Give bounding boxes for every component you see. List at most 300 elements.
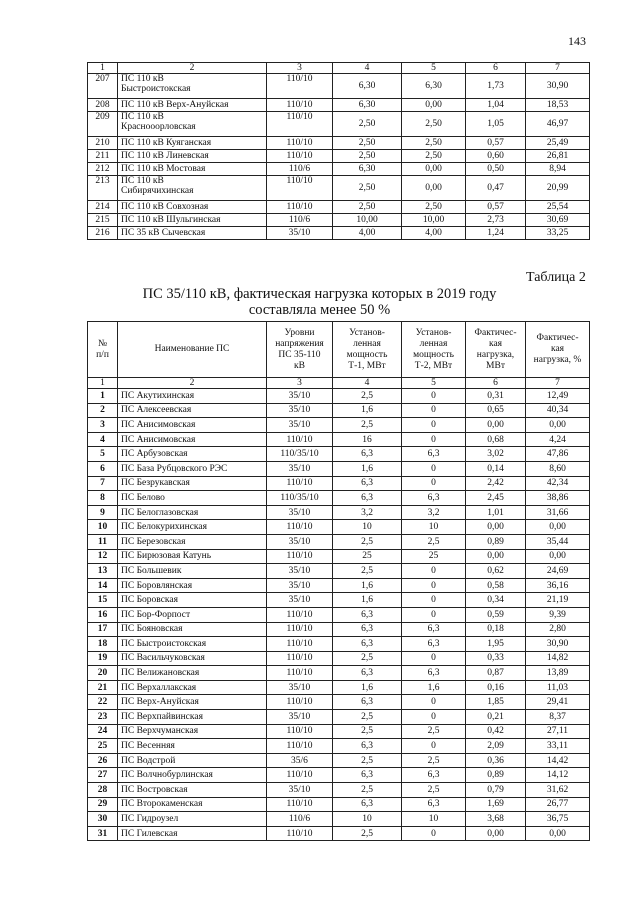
load-percent-cell: 0,00 <box>526 418 590 433</box>
actual-load-cell: 0,79 <box>466 783 526 798</box>
substation-name-cell-line: ПС 35 кВ Сычевская <box>121 228 206 238</box>
t2-capacity-cell: 10 <box>402 812 466 827</box>
t2-capacity-cell: 0 <box>402 564 466 579</box>
row-number-cell: 207 <box>88 74 118 99</box>
row-number-cell: 5 <box>88 447 118 462</box>
load-percent-cell: 8,60 <box>526 461 590 476</box>
load-percent-cell: 18,53 <box>526 99 590 112</box>
row-number-cell: 10 <box>88 520 118 535</box>
load-percent-cell: 36,16 <box>526 578 590 593</box>
t2-capacity-cell: 10,00 <box>402 214 466 227</box>
voltage-cell: 110/6 <box>267 214 333 227</box>
load-percent-cell: 11,03 <box>526 680 590 695</box>
actual-load-cell: 3,02 <box>466 447 526 462</box>
t1-capacity-cell: 6,3 <box>333 447 402 462</box>
voltage-cell: 35/10 <box>267 593 333 608</box>
table-row <box>88 389 590 404</box>
actual-load-cell: 0,59 <box>466 607 526 622</box>
header-voltage <box>267 322 333 378</box>
load-percent-cell: 9,39 <box>526 607 590 622</box>
voltage-cell: 35/10 <box>267 783 333 798</box>
voltage-cell: 35/6 <box>267 753 333 768</box>
row-number-cell: 12 <box>88 549 118 564</box>
actual-load-cell: 0,21 <box>466 710 526 725</box>
t2-capacity-cell: 2,50 <box>402 137 466 150</box>
row-number-cell: 4 <box>88 432 118 447</box>
t2-capacity-cell: 2,50 <box>402 112 466 137</box>
t2-capacity-cell: 1,6 <box>402 680 466 695</box>
substation-name-cell: ПС Березовская <box>118 534 267 549</box>
row-number-cell: 211 <box>88 150 118 163</box>
load-percent-cell: 14,42 <box>526 753 590 768</box>
table-row <box>88 112 590 137</box>
actual-load-cell: 0,60 <box>466 150 526 163</box>
t2-capacity-cell: 6,3 <box>402 447 466 462</box>
voltage-cell: 35/10 <box>267 389 333 404</box>
row-number-cell: 208 <box>88 99 118 112</box>
actual-load-cell: 0,00 <box>466 418 526 433</box>
load-percent-cell: 38,86 <box>526 491 590 506</box>
load-percent-cell: 13,89 <box>526 666 590 681</box>
t2-capacity-cell: 10 <box>402 520 466 535</box>
substation-name-cell: ПС Волчнобурлинская <box>118 768 267 783</box>
header-num-line: п/п <box>96 349 109 360</box>
table-row <box>88 150 590 163</box>
load-percent-cell: 0,00 <box>526 520 590 535</box>
voltage-cell: 110/10 <box>267 607 333 622</box>
substation-name-cell: ПС Анисимовская <box>118 432 267 447</box>
substation-name-cell-line: ПС 110 кВ Линевская <box>121 151 209 161</box>
load-percent-cell: 31,66 <box>526 505 590 520</box>
t1-capacity-cell: 6,3 <box>333 491 402 506</box>
voltage-cell: 110/10 <box>267 176 333 201</box>
column-number-cell: 5 <box>402 63 466 74</box>
substation-name-cell: ПС Белово <box>118 491 267 506</box>
row-number-cell: 212 <box>88 163 118 176</box>
substation-name-cell: ПС Безрукавская <box>118 476 267 491</box>
header-voltage-line: кВ <box>294 360 305 371</box>
substation-name-cell: ПС Бирюзовая Катунь <box>118 549 267 564</box>
voltage-cell: 110/10 <box>267 695 333 710</box>
t1-capacity-cell: 2,5 <box>333 564 402 579</box>
header-t1-line: Установ- <box>349 327 385 338</box>
substation-name-cell: ПС Бор-Форпост <box>118 607 267 622</box>
column-number-cell: 2 <box>118 63 267 74</box>
load-percent-cell: 14,12 <box>526 768 590 783</box>
column-number-cell: 6 <box>466 63 526 74</box>
voltage-cell: 110/10 <box>267 74 333 99</box>
t1-capacity-cell: 1,6 <box>333 461 402 476</box>
load-percent-cell: 33,25 <box>526 227 590 240</box>
load-percent-cell: 36,75 <box>526 812 590 827</box>
substation-name-cell-line: ПС 110 кВ Совхозная <box>121 202 209 212</box>
actual-load-cell: 0,00 <box>466 520 526 535</box>
t1-capacity-cell: 6,3 <box>333 666 402 681</box>
actual-load-cell: 0,87 <box>466 666 526 681</box>
row-number-cell: 28 <box>88 783 118 798</box>
t2-capacity-cell: 2,5 <box>402 783 466 798</box>
header-percent-line: Фактичес- <box>536 333 579 343</box>
voltage-cell: 35/10 <box>267 418 333 433</box>
t1-capacity-cell: 6,3 <box>333 768 402 783</box>
table-row <box>88 461 590 476</box>
table-row <box>88 564 590 579</box>
load-percent-cell: 31,62 <box>526 783 590 798</box>
substation-name-cell <box>118 112 267 137</box>
substation-name-cell: ПС Второкаменская <box>118 797 267 812</box>
table-row <box>88 163 590 176</box>
t1-capacity-cell: 10 <box>333 812 402 827</box>
table-row <box>88 812 590 827</box>
t1-capacity-cell: 6,3 <box>333 476 402 491</box>
t1-capacity-cell: 10 <box>333 520 402 535</box>
table-row <box>88 710 590 725</box>
row-number-cell: 16 <box>88 607 118 622</box>
row-number-cell: 210 <box>88 137 118 150</box>
row-number-cell: 6 <box>88 461 118 476</box>
t2-capacity-cell: 6,3 <box>402 666 466 681</box>
load-percent-cell: 33,11 <box>526 739 590 754</box>
t1-capacity-cell: 10,00 <box>333 214 402 227</box>
row-number-cell: 1 <box>88 389 118 404</box>
row-number-cell: 14 <box>88 578 118 593</box>
table-row <box>88 651 590 666</box>
header-load-line: кая <box>488 338 503 349</box>
t1-capacity-cell: 2,5 <box>333 651 402 666</box>
table-row <box>88 607 590 622</box>
actual-load-cell: 0,57 <box>466 137 526 150</box>
table-row <box>88 826 590 841</box>
column-number-cell: 2 <box>118 378 267 389</box>
row-number-cell: 26 <box>88 753 118 768</box>
t2-capacity-cell: 3,2 <box>402 505 466 520</box>
substation-name-cell-line: Сибирячихинская <box>121 186 194 196</box>
table-row <box>88 491 590 506</box>
header-percent-line: кая <box>550 344 565 354</box>
header-load <box>466 322 526 378</box>
row-number-cell: 216 <box>88 227 118 240</box>
voltage-cell: 35/10 <box>267 227 333 240</box>
t1-capacity-cell: 2,5 <box>333 389 402 404</box>
t2-capacity-cell: 2,5 <box>402 534 466 549</box>
load-percent-cell: 26,77 <box>526 797 590 812</box>
t2-capacity-cell: 0 <box>402 432 466 447</box>
substation-name-cell: ПС Бояновская <box>118 622 267 637</box>
row-number-cell: 30 <box>88 812 118 827</box>
substation-name-cell <box>118 99 267 112</box>
t1-capacity-cell: 2,50 <box>333 201 402 214</box>
voltage-cell: 110/10 <box>267 739 333 754</box>
substation-name-cell: ПС Верхпайвинская <box>118 710 267 725</box>
t1-capacity-cell: 2,50 <box>333 150 402 163</box>
load-percent-cell: 42,34 <box>526 476 590 491</box>
row-number-cell: 9 <box>88 505 118 520</box>
t1-capacity-cell: 2,5 <box>333 418 402 433</box>
substation-name-cell <box>118 163 267 176</box>
substation-name-cell <box>118 227 267 240</box>
t2-capacity-cell: 0 <box>402 826 466 841</box>
table-row <box>88 176 590 201</box>
t1-capacity-cell: 2,5 <box>333 783 402 798</box>
column-number-row <box>88 378 590 389</box>
row-number-cell: 2 <box>88 403 118 418</box>
actual-load-cell: 0,50 <box>466 163 526 176</box>
t2-capacity-cell: 0 <box>402 578 466 593</box>
voltage-cell: 110/10 <box>267 150 333 163</box>
voltage-cell: 35/10 <box>267 403 333 418</box>
t2-capacity-cell: 2,5 <box>402 724 466 739</box>
table-row <box>88 99 590 112</box>
actual-load-cell: 1,73 <box>466 74 526 99</box>
t2-capacity-cell: 0 <box>402 651 466 666</box>
voltage-cell: 35/10 <box>267 534 333 549</box>
table-row <box>88 137 590 150</box>
voltage-cell: 110/10 <box>267 797 333 812</box>
load-percent-cell: 2,80 <box>526 622 590 637</box>
table-row <box>88 214 590 227</box>
table-row <box>88 447 590 462</box>
voltage-cell: 35/10 <box>267 680 333 695</box>
voltage-cell: 110/35/10 <box>267 491 333 506</box>
t2-capacity-cell: 2,50 <box>402 150 466 163</box>
substation-name-cell-line: Краснооорловская <box>121 122 196 132</box>
t1-capacity-cell: 6,3 <box>333 695 402 710</box>
load-percent-cell: 21,19 <box>526 593 590 608</box>
substation-name-cell: ПС Востровская <box>118 783 267 798</box>
voltage-cell: 110/10 <box>267 549 333 564</box>
t1-capacity-cell: 6,3 <box>333 622 402 637</box>
voltage-cell: 110/10 <box>267 112 333 137</box>
t2-capacity-cell: 0 <box>402 389 466 404</box>
substation-name-cell: ПС Акутихинская <box>118 389 267 404</box>
t2-capacity-cell: 0 <box>402 695 466 710</box>
actual-load-cell: 0,36 <box>466 753 526 768</box>
t2-capacity-cell: 0 <box>402 710 466 725</box>
header-voltage-line: Уровни <box>284 327 315 338</box>
column-number-cell: 3 <box>267 63 333 74</box>
t1-capacity-cell: 2,5 <box>333 710 402 725</box>
actual-load-cell: 0,89 <box>466 768 526 783</box>
t2-capacity-cell: 6,3 <box>402 797 466 812</box>
voltage-cell: 110/10 <box>267 768 333 783</box>
table-row <box>88 593 590 608</box>
t1-capacity-cell: 6,3 <box>333 797 402 812</box>
header-percent-line: нагрузка, % <box>533 355 582 365</box>
table-row <box>88 768 590 783</box>
row-number-cell: 27 <box>88 768 118 783</box>
table-row <box>88 418 590 433</box>
row-number-cell: 209 <box>88 112 118 137</box>
substation-name-cell: ПС Алексеевская <box>118 403 267 418</box>
voltage-cell: 110/10 <box>267 666 333 681</box>
t1-capacity-cell: 1,6 <box>333 578 402 593</box>
substation-name-cell-line: ПС 110 кВ Верх-Ануйская <box>121 100 229 110</box>
substation-name-cell <box>118 176 267 201</box>
voltage-cell: 35/10 <box>267 505 333 520</box>
actual-load-cell: 0,47 <box>466 176 526 201</box>
row-number-cell: 8 <box>88 491 118 506</box>
row-number-cell: 214 <box>88 201 118 214</box>
table-row <box>88 505 590 520</box>
table-2-title <box>0 286 639 318</box>
substation-name-cell: ПС Велижановская <box>118 666 267 681</box>
table-row <box>88 753 590 768</box>
header-num-line: № <box>97 338 108 349</box>
substation-name-cell <box>118 201 267 214</box>
load-percent-cell: 8,37 <box>526 710 590 725</box>
load-percent-cell: 35,44 <box>526 534 590 549</box>
load-percent-cell: 26,81 <box>526 150 590 163</box>
substation-name-cell <box>118 137 267 150</box>
voltage-cell: 110/10 <box>267 520 333 535</box>
actual-load-cell: 0,18 <box>466 622 526 637</box>
t2-capacity-cell: 6,3 <box>402 768 466 783</box>
load-percent-cell: 8,94 <box>526 163 590 176</box>
t1-capacity-cell: 6,3 <box>333 739 402 754</box>
table-row <box>88 201 590 214</box>
column-number-cell: 4 <box>333 378 402 389</box>
t1-capacity-cell: 16 <box>333 432 402 447</box>
substation-name-cell: ПС Анисимовская <box>118 418 267 433</box>
header-percent <box>526 322 590 378</box>
header-t2-line: Т-2, МВт <box>414 360 453 371</box>
voltage-cell: 110/10 <box>267 137 333 150</box>
t1-capacity-cell: 6,3 <box>333 637 402 652</box>
voltage-cell: 35/10 <box>267 578 333 593</box>
column-number-cell: 4 <box>333 63 402 74</box>
actual-load-cell: 1,85 <box>466 695 526 710</box>
actual-load-cell: 0,68 <box>466 432 526 447</box>
voltage-cell: 110/10 <box>267 476 333 491</box>
t1-capacity-cell: 2,5 <box>333 534 402 549</box>
header-t1-line: Т-1, МВт <box>348 360 386 371</box>
row-number-cell: 29 <box>88 797 118 812</box>
row-number-cell: 11 <box>88 534 118 549</box>
t1-capacity-cell: 2,50 <box>333 176 402 201</box>
t2-capacity-cell: 0 <box>402 607 466 622</box>
t1-capacity-cell: 1,6 <box>333 680 402 695</box>
load-percent-cell: 27,11 <box>526 724 590 739</box>
row-number-cell: 13 <box>88 564 118 579</box>
table-row <box>88 666 590 681</box>
voltage-cell: 110/10 <box>267 637 333 652</box>
load-percent-cell: 20,99 <box>526 176 590 201</box>
table-row <box>88 797 590 812</box>
load-percent-cell: 4,24 <box>526 432 590 447</box>
actual-load-cell: 1,69 <box>466 797 526 812</box>
actual-load-cell: 2,09 <box>466 739 526 754</box>
row-number-cell: 20 <box>88 666 118 681</box>
substation-name-cell: ПС Верхчуманская <box>118 724 267 739</box>
header-voltage-line: ПС 35-110 <box>278 349 321 360</box>
voltage-cell: 110/10 <box>267 724 333 739</box>
substation-name-cell: ПС База Рубцовского РЭС <box>118 461 267 476</box>
substation-name-cell: ПС Быстроистокская <box>118 637 267 652</box>
t1-capacity-cell: 6,30 <box>333 99 402 112</box>
substation-name-cell: ПС Водстрой <box>118 753 267 768</box>
column-number-cell: 5 <box>402 378 466 389</box>
t2-capacity-cell: 0,00 <box>402 99 466 112</box>
header-load-line: Фактичес- <box>474 327 517 338</box>
t2-capacity-cell: 0 <box>402 461 466 476</box>
t1-capacity-cell: 6,30 <box>333 74 402 99</box>
actual-load-cell: 2,42 <box>466 476 526 491</box>
load-percent-cell: 30,69 <box>526 214 590 227</box>
t1-capacity-cell: 1,6 <box>333 403 402 418</box>
substation-name-cell: ПС Большевик <box>118 564 267 579</box>
actual-load-cell: 2,73 <box>466 214 526 227</box>
actual-load-cell: 0,16 <box>466 680 526 695</box>
table-row <box>88 724 590 739</box>
column-number-cell: 7 <box>526 63 590 74</box>
voltage-cell: 110/10 <box>267 622 333 637</box>
header-t1 <box>333 322 402 378</box>
row-number-cell: 21 <box>88 680 118 695</box>
actual-load-cell: 0,58 <box>466 578 526 593</box>
table-2-title-line1: ПС 35/110 кВ, фактическая нагрузка которых в 2019 году <box>142 286 497 302</box>
t2-capacity-cell: 0 <box>402 403 466 418</box>
table-row <box>88 680 590 695</box>
t1-capacity-cell: 2,50 <box>333 112 402 137</box>
t2-capacity-cell: 6,30 <box>402 74 466 99</box>
header-t2-line: мощность <box>413 349 454 360</box>
substation-name-cell-line: ПС 110 кВ Куяганская <box>121 138 212 148</box>
t2-capacity-cell: 0,00 <box>402 176 466 201</box>
substation-name-cell <box>118 74 267 99</box>
t2-capacity-cell: 25 <box>402 549 466 564</box>
voltage-cell: 110/35/10 <box>267 447 333 462</box>
voltage-cell: 35/10 <box>267 564 333 579</box>
voltage-cell: 35/10 <box>267 461 333 476</box>
t2-capacity-cell: 6,3 <box>402 637 466 652</box>
actual-load-cell: 0,00 <box>466 549 526 564</box>
table-2-label: Таблица 2 <box>526 270 586 285</box>
row-number-cell: 22 <box>88 695 118 710</box>
actual-load-cell: 1,04 <box>466 99 526 112</box>
voltage-cell: 110/6 <box>267 812 333 827</box>
header-num <box>88 322 118 378</box>
header-load-line: МВт <box>486 360 505 371</box>
actual-load-cell: 0,31 <box>466 389 526 404</box>
actual-load-cell: 0,14 <box>466 461 526 476</box>
t1-capacity-cell: 2,5 <box>333 724 402 739</box>
row-number-cell: 3 <box>88 418 118 433</box>
actual-load-cell: 2,45 <box>466 491 526 506</box>
table-row <box>88 578 590 593</box>
table-row <box>88 403 590 418</box>
substation-name-cell-line: ПС 110 кВ <box>121 74 164 84</box>
substation-name-cell: ПС Гилевская <box>118 826 267 841</box>
t1-capacity-cell: 3,2 <box>333 505 402 520</box>
t1-capacity-cell: 4,00 <box>333 227 402 240</box>
table-row <box>88 534 590 549</box>
load-percent-cell: 25,49 <box>526 137 590 150</box>
substation-name-cell: ПС Гидроузел <box>118 812 267 827</box>
page-number: 143 <box>568 34 586 48</box>
row-number-cell: 23 <box>88 710 118 725</box>
t2-capacity-cell: 0 <box>402 593 466 608</box>
column-number-cell: 7 <box>526 378 590 389</box>
load-percent-cell: 0,00 <box>526 549 590 564</box>
header-name: Наименование ПС <box>118 322 267 378</box>
actual-load-cell: 0,57 <box>466 201 526 214</box>
actual-load-cell: 1,01 <box>466 505 526 520</box>
actual-load-cell: 0,33 <box>466 651 526 666</box>
header-t2-line: Установ- <box>415 327 452 338</box>
table-row <box>88 695 590 710</box>
header-t1-line: мощность <box>346 349 388 360</box>
row-number-cell: 213 <box>88 176 118 201</box>
